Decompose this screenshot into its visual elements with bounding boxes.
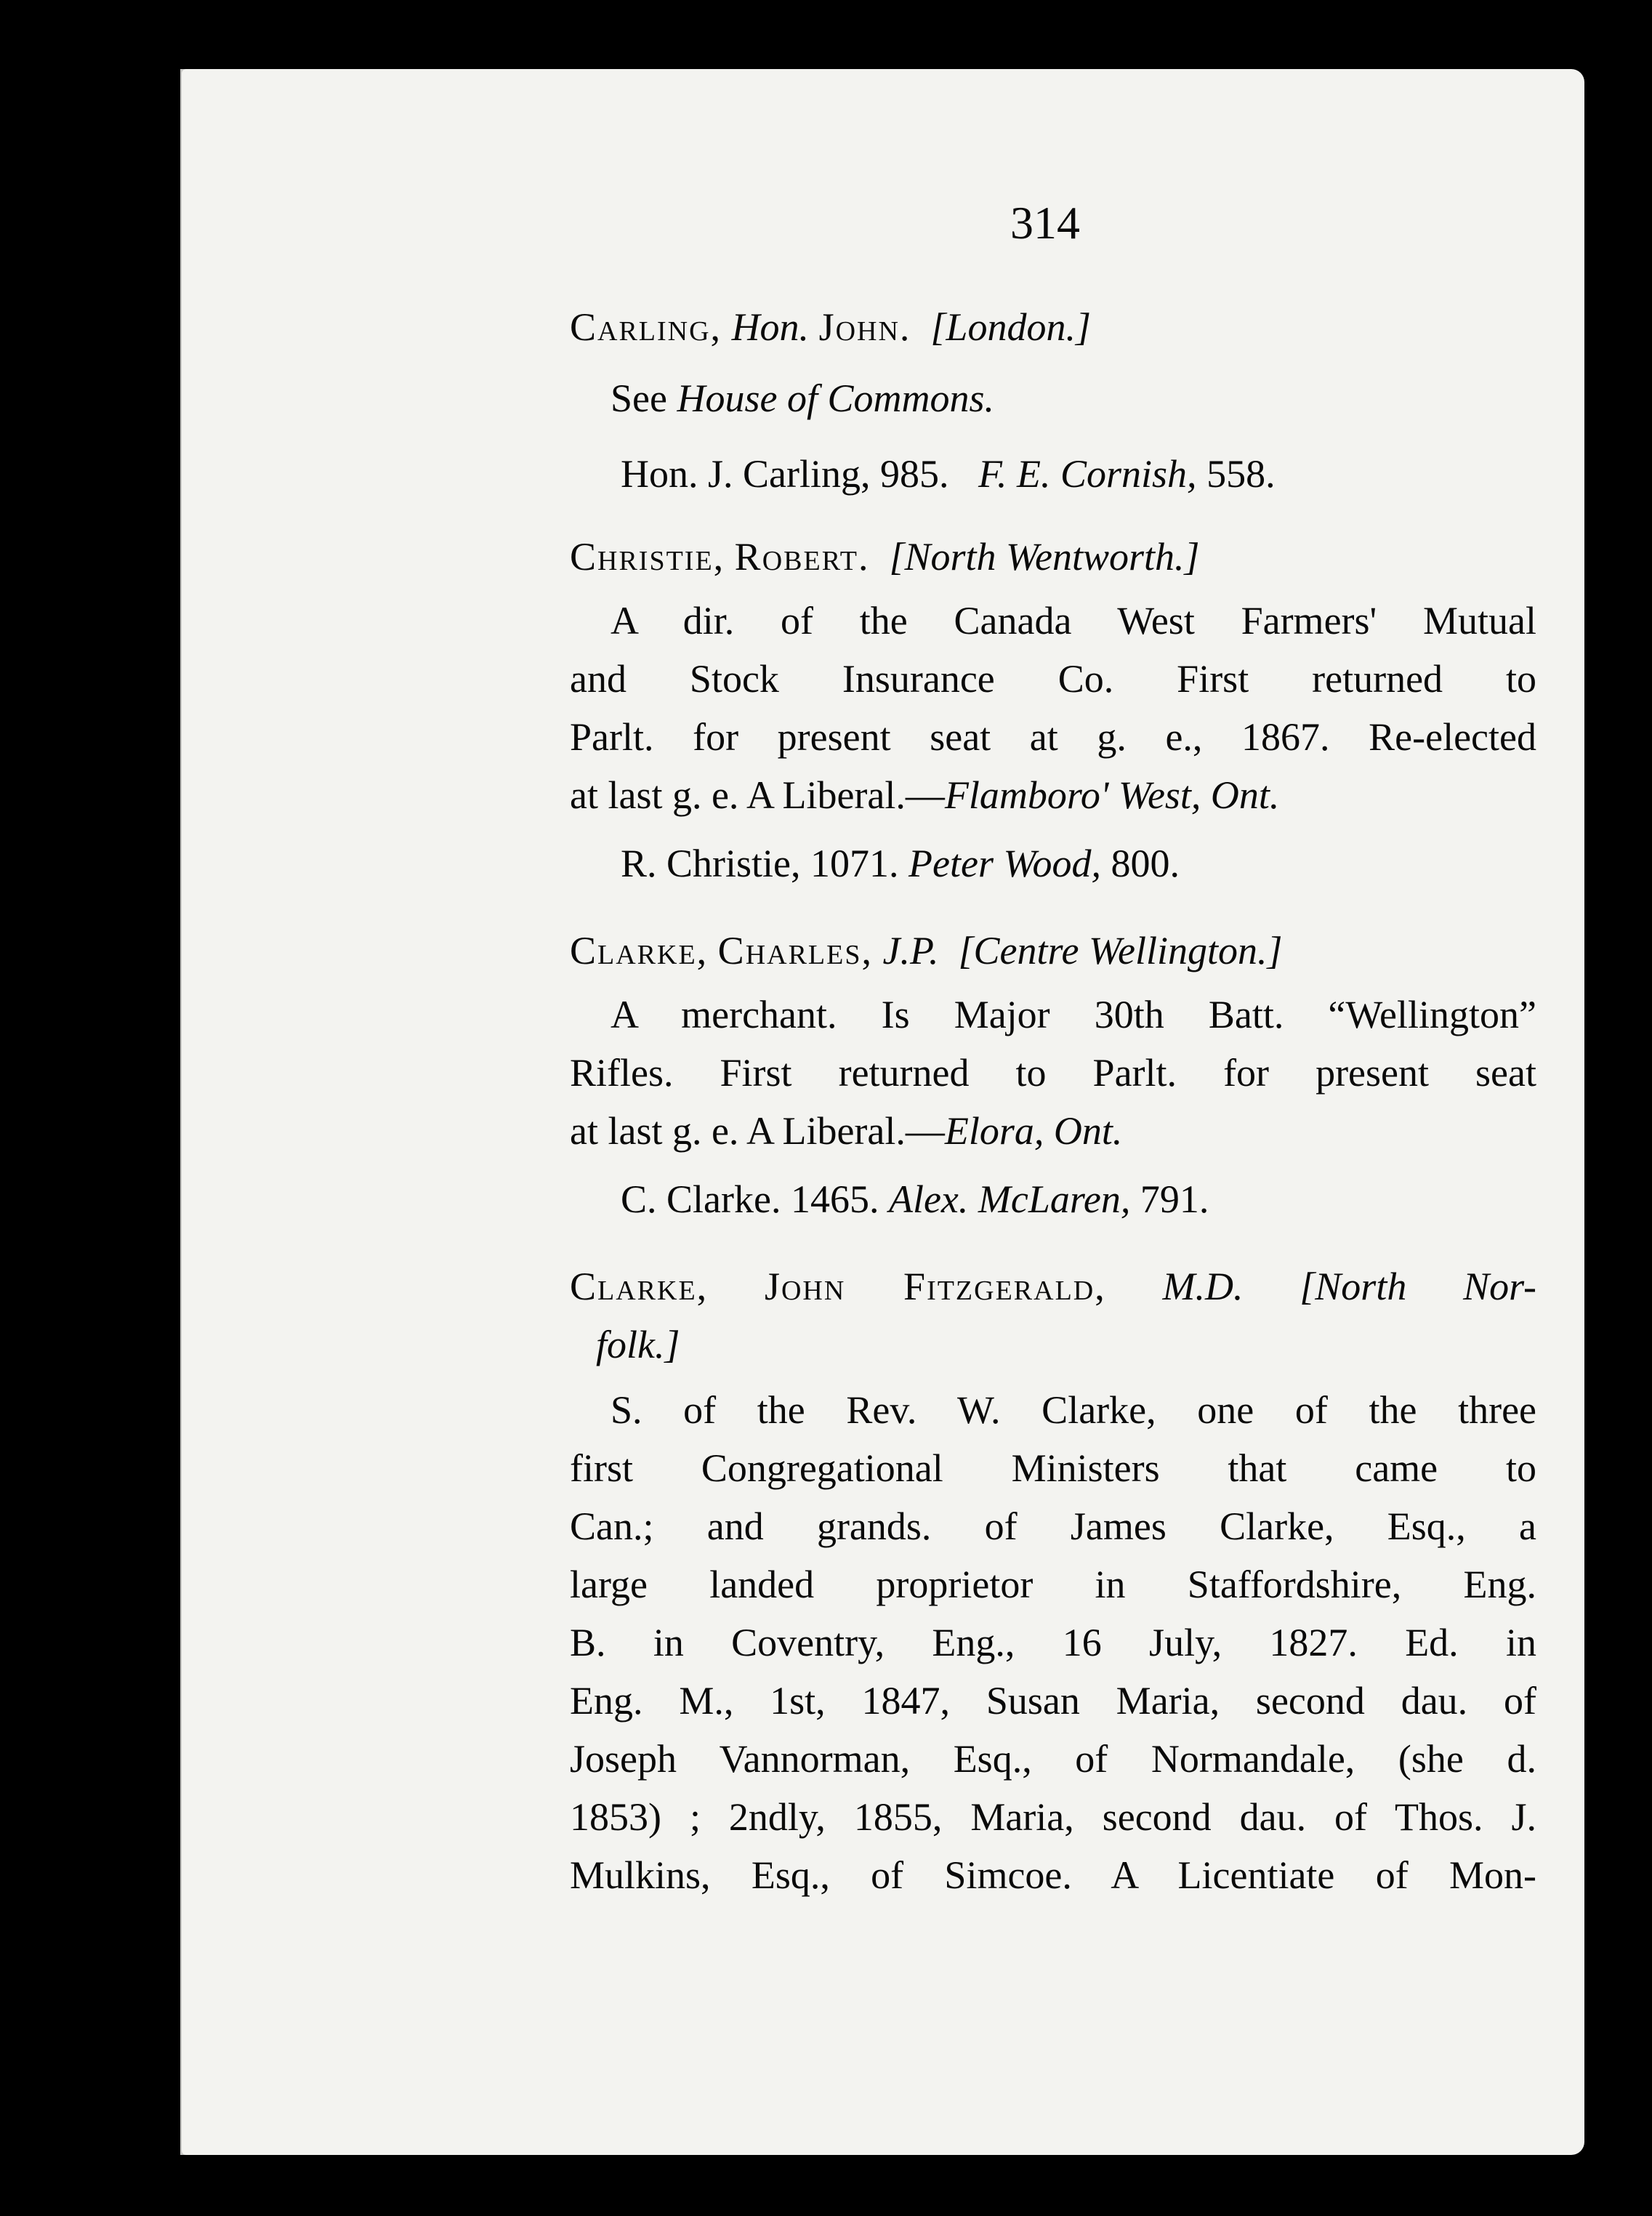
- result-opponent: Peter Wood,: [908, 842, 1101, 885]
- entry-given-name: John.: [818, 305, 911, 349]
- result-winner-votes: 1071.: [810, 842, 899, 885]
- body-line: Can.; and grands. of James Clarke, Esq., a: [570, 1504, 1536, 1548]
- entry-clarke-charles: [570, 922, 1536, 1228]
- body-text: at last g. e. A Liberal.—: [570, 773, 945, 817]
- body-line: Eng. M., 1st, 1847, Susan Maria, second dau. of: [570, 1679, 1536, 1723]
- body-line: Joseph Vannorman, Esq., of Normandale, (she d.: [570, 1737, 1536, 1781]
- body-line: Rifles. First returned to Parlt. for present seat: [570, 1051, 1536, 1095]
- entry-surname: Christie,: [570, 535, 725, 579]
- entry-residence: Flamboro' West, Ont.: [944, 773, 1280, 817]
- election-result: [570, 1170, 1536, 1228]
- entry-surname: Carling,: [570, 305, 722, 349]
- result-opponent-votes: 800.: [1111, 842, 1180, 885]
- body-line: A merchant. Is Major 30th Batt. “Wellington”: [611, 993, 1536, 1036]
- result-winner: Hon. J. Carling,: [621, 452, 871, 496]
- entry-constituency: [London.]: [930, 305, 1091, 349]
- result-winner-votes: 985.: [880, 452, 949, 496]
- entry-surname: Clarke,: [570, 1265, 709, 1308]
- entry-suffix: M.D.: [1162, 1265, 1244, 1308]
- body-line: Parlt. for present seat at g. e., 1867. Re-elected: [570, 715, 1536, 759]
- body-line: B. in Coventry, Eng., 16 July, 1827. Ed. in: [570, 1621, 1536, 1664]
- entry-constituency-continued: folk.]: [596, 1323, 680, 1366]
- see-target: House of Commons.: [677, 376, 994, 420]
- result-winner: R. Christie,: [621, 842, 801, 885]
- entry-body: [570, 986, 1536, 1160]
- entry-given-name: Charles,: [717, 929, 873, 972]
- body-line: and Stock Insurance Co. First returned to: [570, 657, 1536, 701]
- body-line: [570, 766, 1536, 824]
- entry-christie: [570, 528, 1536, 893]
- entry-clarke-john: [570, 1257, 1536, 1904]
- body-line: S. of the Rev. W. Clarke, one of the three: [611, 1388, 1536, 1432]
- entry-see-reference: [570, 369, 1536, 427]
- result-opponent: F. E. Cornish,: [978, 452, 1197, 496]
- body-line: first Congregational Ministers that came to: [570, 1446, 1536, 1490]
- page-content: [570, 298, 1536, 1904]
- see-prefix: See: [611, 376, 667, 420]
- body-line: large landed proprietor in Staffordshire, Eng.: [570, 1563, 1536, 1606]
- entry-given-name: Robert.: [734, 535, 870, 579]
- entry-constituency: [North Nor-: [1300, 1265, 1537, 1308]
- entry-title: Hon.: [731, 305, 810, 349]
- entry-surname: Clarke,: [570, 929, 709, 972]
- entry-residence: Elora, Ont.: [944, 1109, 1123, 1153]
- result-opponent-votes: 558.: [1206, 452, 1276, 496]
- entry-constituency: [Centre Wellington.]: [958, 929, 1283, 972]
- result-opponent-votes: 791.: [1140, 1177, 1209, 1221]
- result-winner-votes: 1465.: [790, 1177, 879, 1221]
- entry-heading: [570, 922, 1536, 980]
- body-line: A dir. of the Canada West Farmers' Mutual: [611, 599, 1536, 642]
- entry-body: [570, 1381, 1536, 1904]
- body-line: 1853) ; 2ndly, 1855, Maria, second dau. of Thos. J.: [570, 1795, 1536, 1839]
- entry-carling: [570, 298, 1536, 503]
- entry-body: [570, 592, 1536, 824]
- election-result: [570, 834, 1536, 893]
- body-line: Mulkins, Esq., of Simcoe. A Licentiate of Mon-: [570, 1853, 1536, 1897]
- page-number: 314: [1010, 197, 1080, 249]
- result-winner: C. Clarke.: [621, 1177, 781, 1221]
- entry-heading: [570, 528, 1536, 586]
- entry-constituency: [North Wentworth.]: [889, 535, 1200, 579]
- result-opponent: Alex. McLaren,: [888, 1177, 1131, 1221]
- election-result: [570, 445, 1536, 503]
- entry-heading: [570, 1257, 1536, 1374]
- entry-suffix: J.P.: [882, 929, 939, 972]
- entry-given-name: John Fitzgerald,: [764, 1265, 1106, 1308]
- heading-line: [570, 1257, 1536, 1316]
- body-text: at last g. e. A Liberal.—: [570, 1109, 945, 1153]
- body-line: [570, 1102, 1536, 1160]
- entry-heading: [570, 298, 1536, 356]
